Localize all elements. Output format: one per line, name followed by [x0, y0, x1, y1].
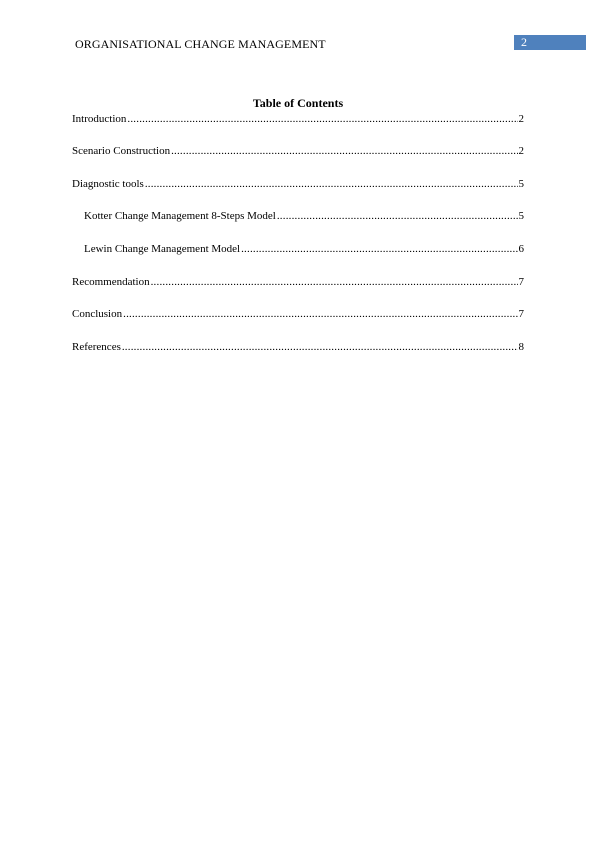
toc-heading: Table of Contents: [252, 96, 344, 110]
toc-entry-scenario-construction[interactable]: [72, 144, 524, 159]
toc-entry-page: 5: [518, 178, 524, 190]
toc-entry-introduction[interactable]: [72, 112, 524, 127]
toc-entry-diagnostic-tools[interactable]: [72, 177, 524, 192]
toc-entry-text: Diagnostic tools: [72, 178, 144, 190]
toc-entry-lewin-model[interactable]: [72, 242, 524, 257]
toc-entry-kotter-model[interactable]: [72, 209, 524, 224]
toc-dot-leader: [277, 209, 518, 224]
toc-entry-text: Scenario Construction: [72, 145, 171, 157]
toc-dot-leader: [171, 144, 517, 159]
toc-entry-page: 5: [518, 210, 524, 222]
toc-dot-leader: [127, 112, 517, 127]
toc-dot-leader: [151, 275, 518, 290]
toc-entry-page: 7: [518, 308, 524, 320]
toc-dot-leader: [122, 340, 518, 355]
page-number-badge: 2: [514, 35, 586, 50]
toc-entry-page: 7: [518, 276, 524, 288]
toc-entry-page: 8: [518, 341, 524, 353]
page-header: [0, 0, 596, 60]
toc-entry-page: 2: [518, 145, 524, 157]
toc-entry-page: 6: [518, 243, 524, 255]
running-header-title: ORGANISATIONAL CHANGE MANAGEMENT: [75, 37, 326, 51]
toc-entry-text: Recommendation: [72, 276, 150, 288]
toc-dot-leader: [241, 242, 517, 257]
toc-entry-page: 2: [518, 113, 524, 125]
toc-entry-text: Introduction: [72, 113, 127, 125]
toc-dot-leader: [123, 307, 517, 322]
toc-entry-text: Kotter Change Management 8-Steps Model: [84, 210, 276, 222]
toc-entry-text: References: [72, 341, 121, 353]
toc-entry-references[interactable]: [72, 340, 524, 355]
toc-dot-leader: [145, 177, 518, 192]
toc-entry-recommendation[interactable]: [72, 275, 524, 290]
toc-entry-text: Lewin Change Management Model: [84, 243, 241, 255]
toc-entry-text: Conclusion: [72, 308, 123, 320]
toc-entry-conclusion[interactable]: [72, 307, 524, 322]
